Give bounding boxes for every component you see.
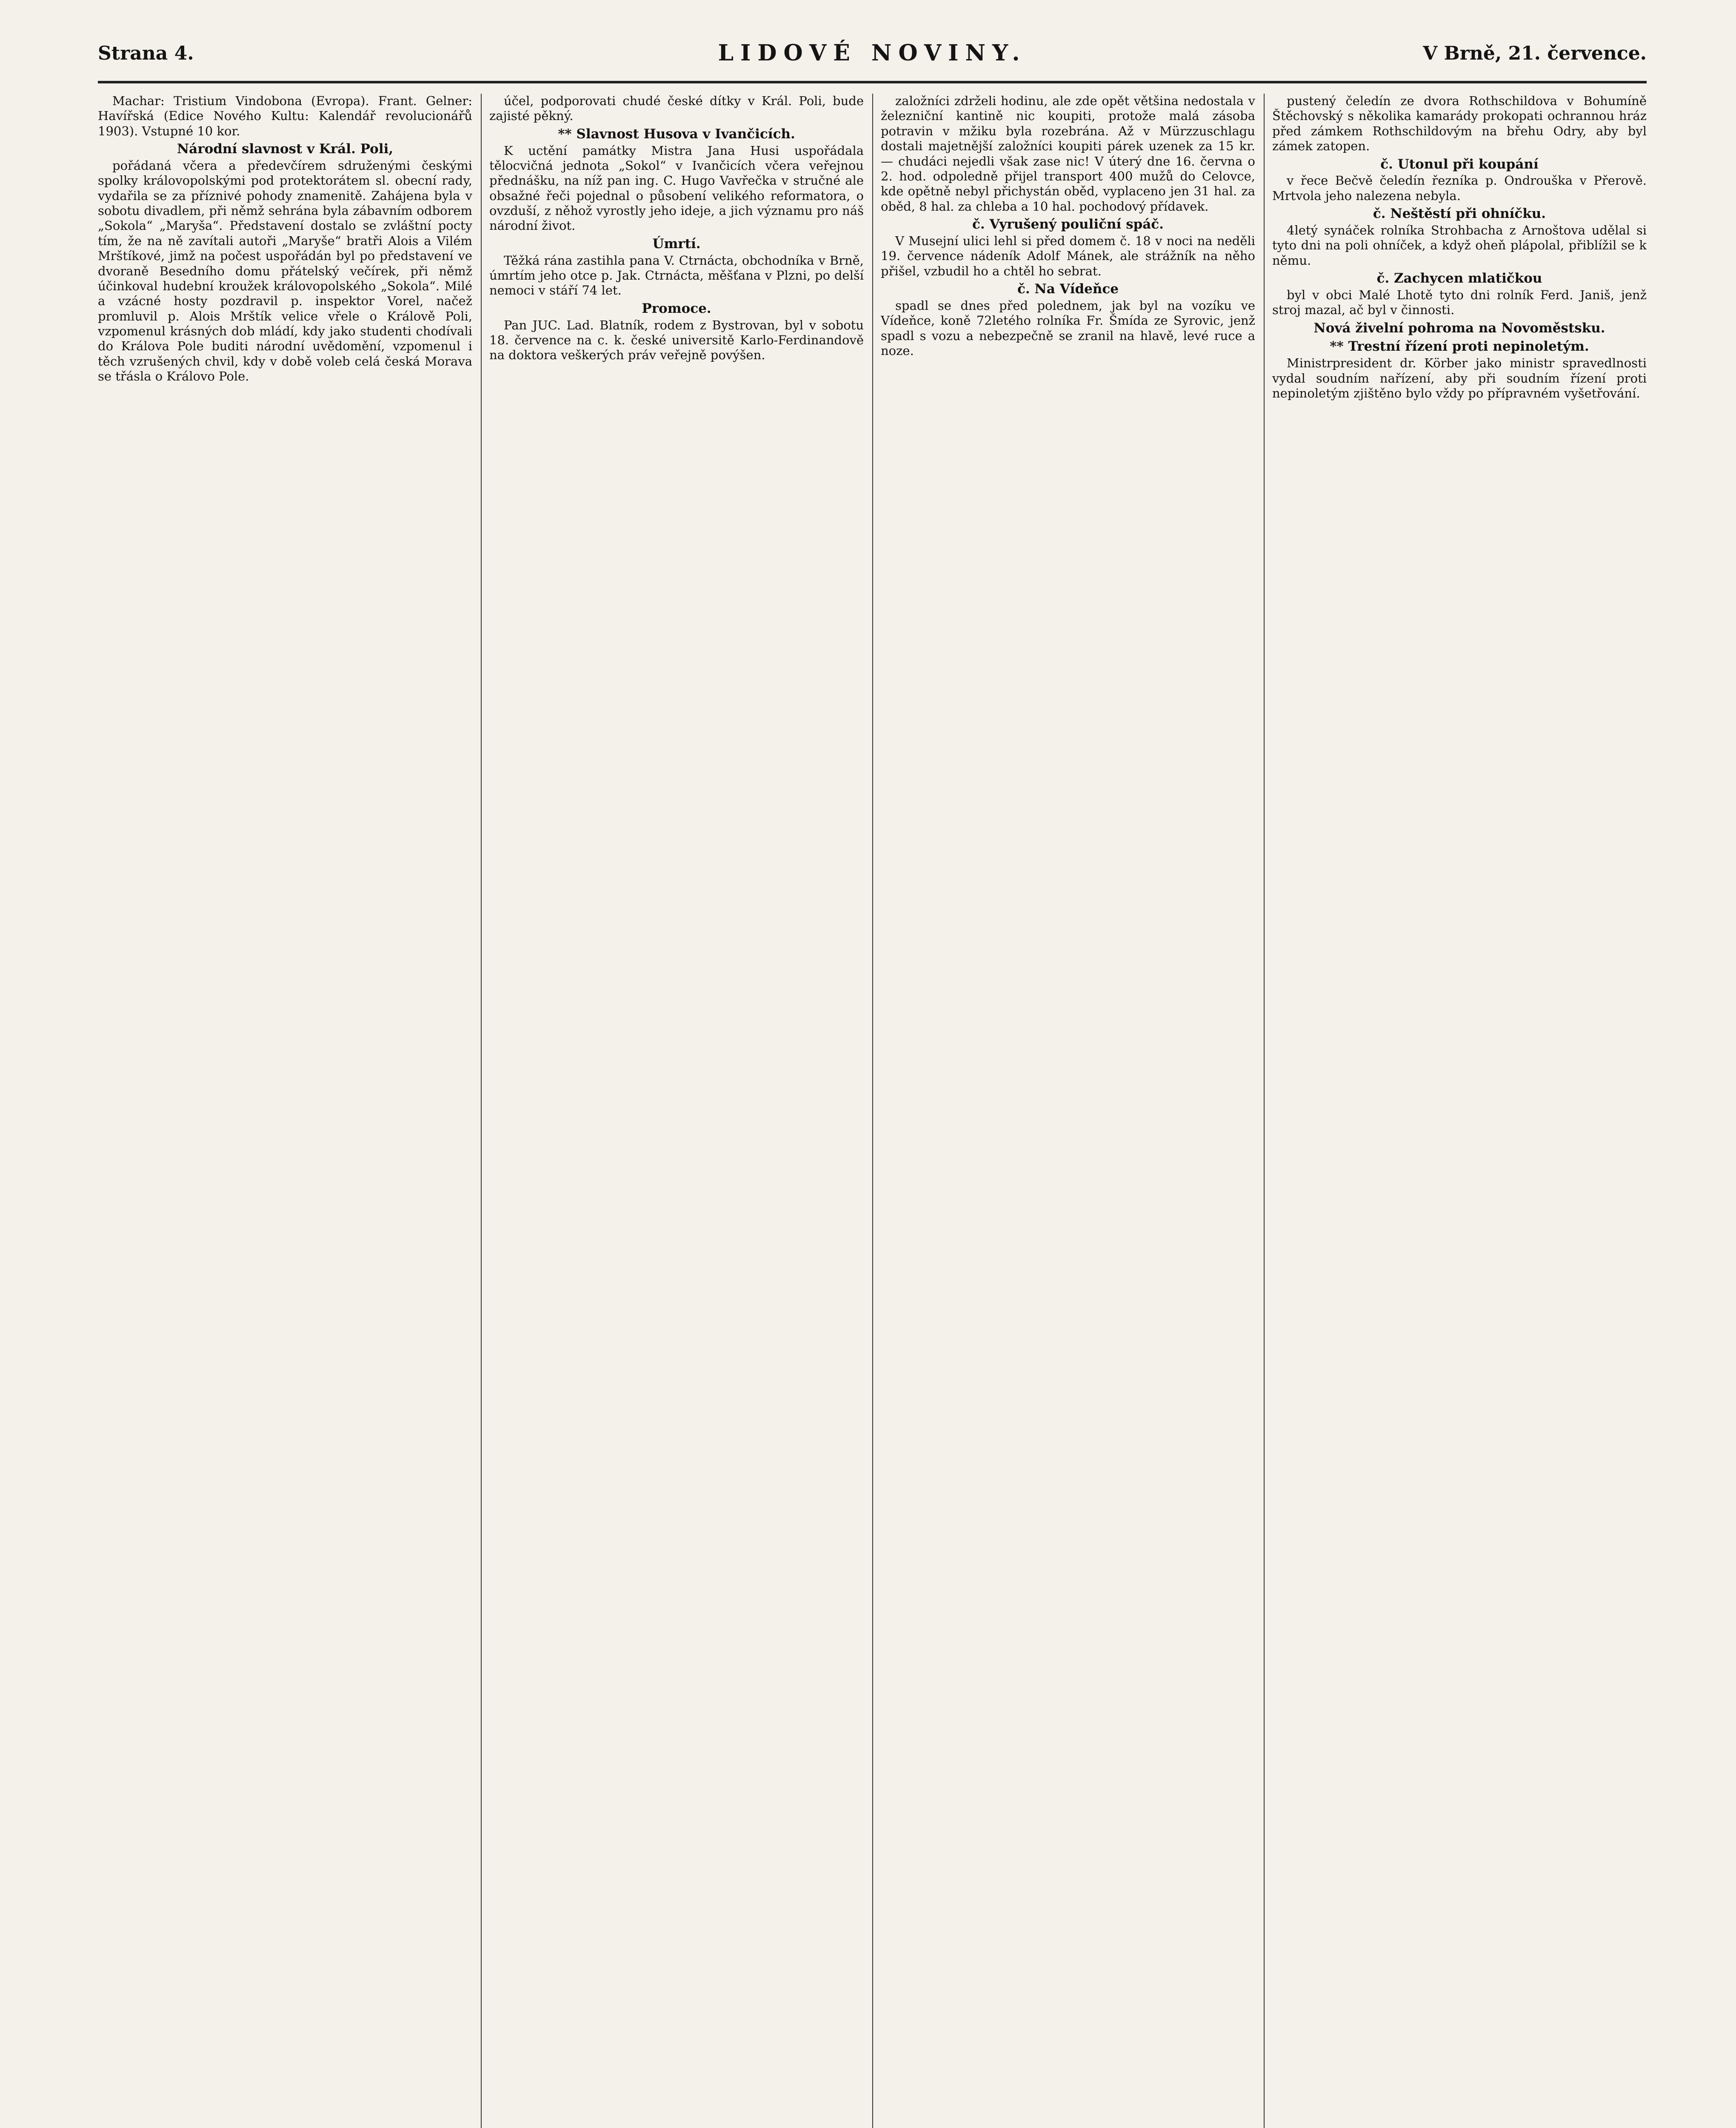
- article-paragraph: spadl se dnes před polednem, jak byl na vozíku ve Vídeňce, koně 72letého rolníka Fr. Šmída ze Syrovic, jenž spadl s vozu a nebezpečně se zranil na hlavě, levé ruce a noze.: [881, 298, 1255, 358]
- column-4: [1272, 94, 1647, 2128]
- column-divider: [1264, 94, 1265, 2128]
- page-header: [98, 34, 1647, 81]
- article-paragraph: K uctění památky Mistra Jana Husi uspořádala tělocvičná jednota „Sokol“ v Ivančicích včera veřejnou přednášku, na níž pan ing. C. Hugo Vavřečka v stručné ale obsažné řeči pojednal o působení velikého reformatora, o ovzduší, z něhož vyrostly jeho ideje, a jich významu pro náš národní život.: [489, 143, 864, 233]
- article-paragraph: Pan JUC. Lad. Blatník, rodem z Bystrovan, byl v sobotu 18. července na c. k. české universitě Karlo-Ferdinandově na doktora veškerých práv veřejně povýšen.: [489, 317, 864, 363]
- newspaper-title: LIDOVÉ NOVINY.: [718, 40, 1027, 66]
- article-heading: Promoce.: [642, 300, 711, 316]
- article-paragraph: byl v obci Malé Lhotě tyto dni rolník Ferd. Janiš, jenž stroj mazal, ač byl v činnosti.: [1272, 287, 1647, 317]
- article-paragraph: 4letý synáček rolníka Strohbacha z Arnoštova udělal si tyto dni na poli ohníček, a když oheň plápolal, přiblížil se k němu.: [1272, 223, 1647, 268]
- article-heading: č. Na Vídeňce: [1017, 281, 1119, 297]
- column-divider: [872, 94, 873, 2128]
- article-heading: č. Zachycen mlatičkou: [1376, 271, 1542, 286]
- article-paragraph: Ministrpresident dr. Körber jako ministr spravedlnosti vydal soudním nařízení, aby při soudním řízení proti nepinoletým zjištěno bylo vždy po přípravném vyšetřování.: [1272, 356, 1647, 400]
- newspaper-page: [98, 34, 1647, 2128]
- article-heading: č. Neštěstí při ohníčku.: [1373, 206, 1546, 222]
- article-heading: ** Trestní řízení proti nepinoletým.: [1330, 339, 1589, 355]
- header-rule: [98, 81, 1647, 83]
- columns: [98, 94, 1647, 2128]
- issue-date: V Brně, 21. července.: [1423, 43, 1647, 64]
- article-paragraph: v řece Bečvě čeledín řezníka p. Ondrouška v Přerově. Mrtvola jeho nalezena nebyla.: [1272, 173, 1647, 203]
- column-2: [489, 94, 864, 2128]
- article-paragraph: pustený čeledín ze dvora Rothschildova v Bohumíně Štěchovský s několika kamarády prokopati ochrannou hráz před zámkem Rothschildovým na břehu Odry, aby byl zámek zatopen.: [1272, 94, 1647, 154]
- article-paragraph: Machar: Tristium Vindobona (Evropa). Frant. Gelner: Havířská (Edice Nového Kultu: Kalendář revolucionářů 1903). Vstupné 10 kor.: [98, 94, 472, 138]
- column-3: [881, 94, 1255, 2128]
- article-paragraph: pořádaná včera a předevčírem sdruženými českými spolky královopolskými pod protektorátem sl. obecní rady, vydařila se za příznivé pohody znamenitě. Zahájena byla v sobotu divadlem, při němž sehrána byla zábavním odborem „Sokola“ „Maryša“. Představení dostalo se zvláštní pocty tím, že na ně zavítali autoři „Maryše“ bratři Alois a Vilém Mrštíkové, jimž na počest uspořádán byl po představení ve dvoraně Besedního domu přátelský večírek, při němž účinkoval hudební kroužek královopolského „Sokola“. Milé a vzácné hosty pozdravil p. inspektor Vorel, načež promluvil p. Alois Mrštík velice vřele o Králově Poli, vzpomenul krásných dob mládí, kdy jako studenti chodívali do Králova Pole buditi národní uvědomění, vzpomenul i těch vzrušených chvil, kdy v době voleb celá česká Morava se třásla o Královo Pole.: [98, 158, 472, 384]
- column-divider: [481, 94, 482, 2128]
- article-heading: č. Utonul při koupání: [1380, 156, 1539, 172]
- article-paragraph: účel, podporovati chudé české dítky v Král. Poli, bude zajisté pěkný.: [489, 94, 864, 123]
- article-heading: ** Slavnost Husova v Ivančicích.: [558, 126, 795, 142]
- page-number: Strana 4.: [98, 43, 194, 64]
- column-1: [98, 94, 472, 2128]
- article-heading: Národní slavnost v Král. Poli,: [177, 141, 394, 157]
- article-paragraph: V Musejní ulici lehl si před domem č. 18 v noci na neděli 19. července nádeník Adolf Mánek, ale strážník na něho přišel, vzbudil ho a chtěl ho sebrat.: [881, 233, 1255, 278]
- article-heading: Nová živelní pohroma na Novoměstsku.: [1313, 320, 1605, 336]
- article-paragraph: založníci zdrželi hodinu, ale zde opět většina nedostala v železniční kantině nic koupiti, protože malá zásoba potravin v mžiku byla rozebrána. Až v Mürzzuschlagu dostali majetnější založníci koupiti párek uzenek za 15 kr. — chudáci nejedli však zase nic! V úterý dne 16. června o 2. hod. odpoledně přijel transport 400 mužů do Celovce, kde opětně nebyl přichystán oběd, vyplaceno jen 31 hal. za oběd, 8 hal. za chleba a 10 hal. pochodový přídavek.: [881, 94, 1255, 214]
- article-heading: Úmrtí.: [652, 236, 701, 252]
- article-paragraph: Těžká rána zastihla pana V. Ctrnácta, obchodníka v Brně, úmrtím jeho otce p. Jak. Ctrnácta, měšťana v Plzni, po delší nemoci v stáří 74 let.: [489, 253, 864, 298]
- article-heading: č. Vyrušený pouliční spáč.: [972, 217, 1164, 232]
